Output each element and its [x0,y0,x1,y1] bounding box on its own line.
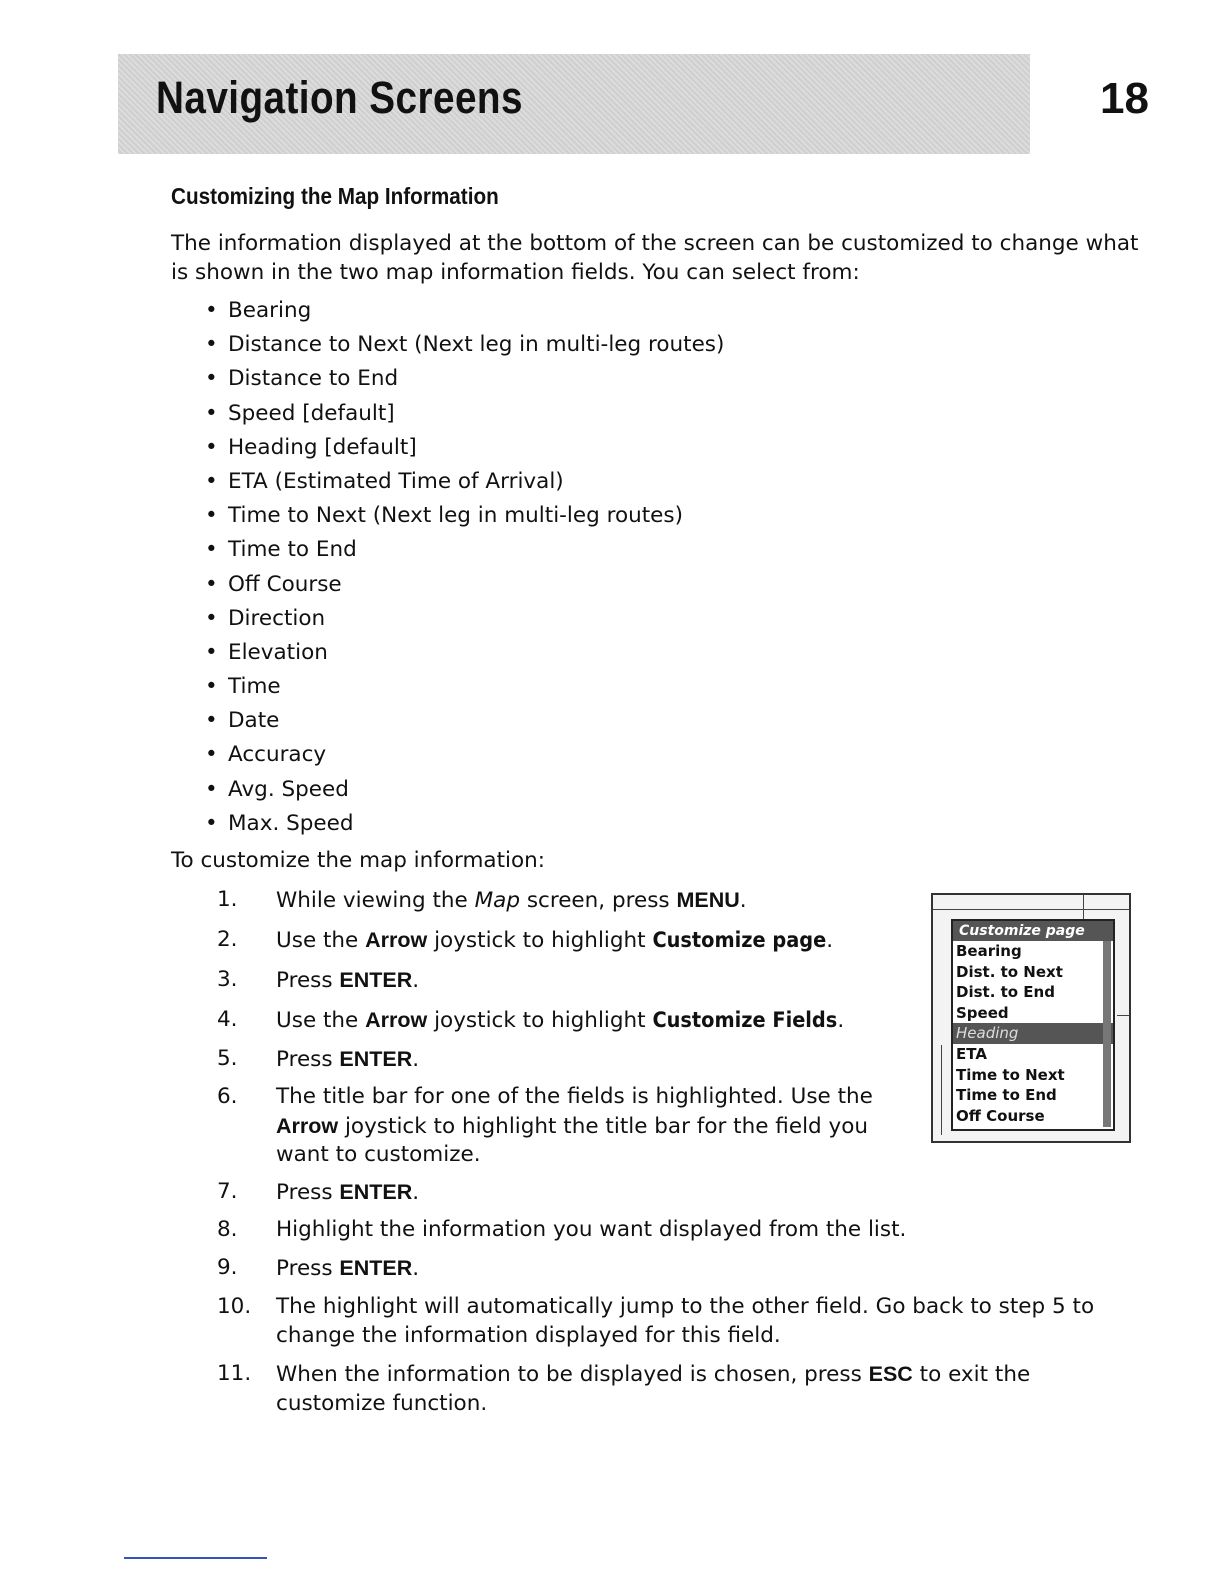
step-number: 5. [217,1046,238,1071]
intro-paragraph: The information displayed at the bottom of the screen can be customized to change what is shown in the two map information fields. You can select from: [171,231,1139,285]
step-number: 3. [217,967,238,992]
list-item: • Time to Next (Next leg in multi-leg routes) [205,501,724,535]
customize-menu [951,919,1115,1131]
step-number: 6. [217,1084,238,1109]
menu-item-dist-to-end[interactable]: Dist. to End [956,983,1055,1002]
steps-lead: To customize the map information: [171,848,546,873]
list-item: • Speed [default] [205,399,724,433]
step-text: The highlight will automatically jump to the other field. Go back to step 5 to change the information displayed for this field. [276,1294,1095,1348]
menu-item-time-to-end[interactable]: Time to End [956,1086,1057,1105]
list-item: • Time [205,672,724,706]
options-list [205,296,724,843]
menu-title: Customize page [953,921,1113,941]
menu-item-off-course[interactable]: Off Course [956,1106,1045,1125]
step-text: The title bar for one of the fields is highlighted. Use the Arrow joystick to highlight the title bar for the field you want to customize. [276,1084,873,1167]
step-number: 7. [217,1179,238,1204]
map-road [1117,1015,1131,1016]
menu-item-time-to-next[interactable]: Time to Next [956,1065,1065,1084]
map-road [941,1045,942,1135]
list-item: • Accuracy [205,740,724,774]
step-text: Press ENTER. [276,1256,420,1281]
step-number: 10. [217,1294,252,1319]
step-number: 9. [217,1255,238,1280]
footer-rule [124,1557,267,1559]
page-number: 18 [1100,74,1149,123]
step-text: Use the Arrow joystick to highlight Customize Fields. [276,1008,845,1033]
step-text: Press ENTER. [276,1047,420,1072]
list-item: • Max. Speed [205,809,724,843]
step-text: Press ENTER. [276,1180,420,1205]
device-screenshot [931,893,1131,1143]
list-item: • Direction [205,604,724,638]
menu-item-bearing[interactable]: Bearing [956,942,1022,960]
list-item: • Heading [default] [205,433,724,467]
list-item: • Avg. Speed [205,775,724,809]
list-item: • Time to End [205,535,724,569]
menu-item-speed[interactable]: Speed [956,1003,1009,1022]
step-text: Press ENTER. [276,968,420,993]
list-item: • Bearing [205,296,724,330]
list-item: • Distance to Next (Next leg in multi-leg routes) [205,330,724,364]
section-heading: Customizing the Map Information [171,183,499,209]
menu-item-heading[interactable]: Heading [953,1023,1113,1044]
list-item: • Elevation [205,638,724,672]
list-item: • ETA (Estimated Time of Arrival) [205,467,724,501]
step-number: 11. [217,1361,252,1386]
step-text: When the information to be displayed is chosen, press ESC to exit the customize function. [276,1362,1031,1416]
list-item: • Date [205,706,724,740]
step-text: While viewing the Map screen, press MENU. [276,888,747,913]
menu-item-eta[interactable]: ETA [956,1044,987,1063]
step-text: Use the Arrow joystick to highlight Customize page. [276,928,834,953]
step-number: 2. [217,927,238,952]
list-item: • Off Course [205,570,724,604]
menu-item-dist-to-next[interactable]: Dist. to Next [956,962,1063,981]
step-text: Highlight the information you want displayed from the list. [276,1217,907,1242]
step-number: 8. [217,1217,238,1242]
menu-scrollbar[interactable] [1103,941,1111,1127]
list-item: • Distance to End [205,364,724,398]
chapter-title: Navigation Screens [156,72,523,123]
map-road [933,909,1131,910]
step-number: 1. [217,887,238,912]
step-number: 4. [217,1007,238,1032]
